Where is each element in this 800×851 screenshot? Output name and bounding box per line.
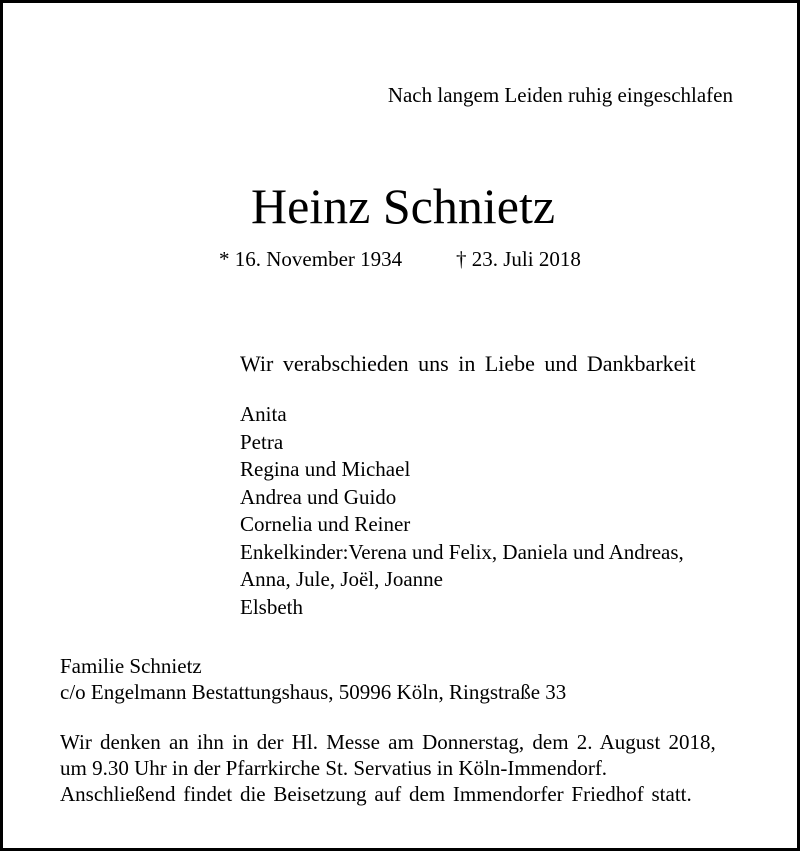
mourners-list: [240, 401, 684, 621]
service-line: Anschließend findet die Beisetzung auf dem Immendorfer Friedhof statt.: [60, 782, 692, 806]
mourner-line: Petra: [240, 429, 284, 454]
mourner-line: Elsbeth: [240, 594, 303, 619]
service-info: [60, 729, 716, 807]
farewell-text: Wir verabschieden uns in Liebe und Dankbarkeit: [240, 351, 696, 376]
mourner-line: Anna, Jule, Joël, Joanne: [240, 567, 443, 591]
mourner-line: Regina und Michael: [240, 457, 411, 481]
motto-line: Nach langem Leiden ruhig eingeschlafen: [387, 83, 733, 107]
service-line: Wir denken an ihn in der Hl. Messe am Donnerstag, dem 2. August 2018,: [60, 730, 716, 754]
mourner-line: Anita: [240, 402, 287, 426]
mourner-line: Enkelkinder:Verena und Felix, Daniela und Andreas,: [240, 539, 684, 564]
death-date: † 23. Juli 2018: [456, 247, 581, 271]
family-name: Familie Schnietz: [60, 654, 202, 678]
mourner-line: Cornelia und Reiner: [240, 512, 411, 536]
contact-address: c/o Engelmann Bestattungshaus, 50996 Köln, Ringstraße 33: [60, 680, 567, 704]
birth-date: * 16. November 1934: [219, 247, 403, 271]
service-line: um 9.30 Uhr in der Pfarrkirche St. Servatius in Köln-Immendorf.: [60, 756, 608, 780]
deceased-name: Heinz Schnietz: [250, 178, 556, 234]
mourner-line: Andrea und Guido: [240, 484, 397, 509]
contact-block: [60, 653, 566, 705]
